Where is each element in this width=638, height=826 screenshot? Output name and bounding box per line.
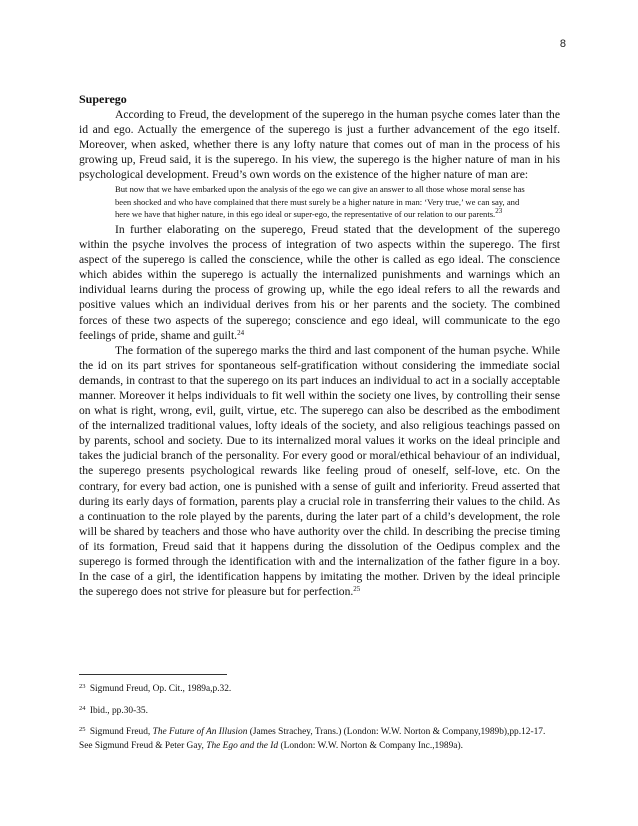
footnote-ref-25[interactable]: 25 [353,585,361,594]
main-text [79,92,560,599]
footnote-23: $^{23}$ Sigmund Freud, Op. Cit., 1989a,p.32. [79,683,232,694]
book-title: The Future of An Illusion [152,727,248,737]
footnote-24: $^{24}$ Ibid., pp.30-35. [79,704,148,716]
page-number: 8 [559,38,566,50]
footnote-25: $^{25}$ Sigmund Freud, The Future of An Illusion (James Strachey, Trans.) (London: W.W. Norton & Company,1989b),pp.12-17. See Sigmund Freud & Peter Gay, The Ego and the Id (London: W.W. Norton & Company Inc.,1989a). [79,726,546,751]
section-heading: Superego [79,92,127,106]
footnote-ref-23[interactable]: 23 [495,207,503,216]
footnote-ref-24[interactable]: 24 [237,328,245,337]
footnote-divider [79,674,227,675]
book-title: The Ego and the Id [206,740,279,751]
paragraph-3: The formation of the superego marks the third and last component of the human psyche. While the id on its part strives for spontaneous self-gratification without considering the immediate social demands, in contrast to that the superego on its part induces an individual to act in a socially acceptable manner. Moreover it helps individuals to fit well within the society one lives, by controlling their sense on what is right, wrong, evil, guilt, virtue, etc. The superego can also be described as the embodiment of the internalized traditional values, lofty ideals of the society, and also religious teachings passed on by parents, school and society. Due to its internalized moral values it works on the ideal principle and takes the judicial branch of the personality. For every good or moral/ethical behaviour of an individual, the superego presents psychological rewards like feeling proud of oneself, self-love, etc. On the contrary, for every bad action, one is punished with a sense of guilt and inferiority. Freud asserted that during its early days of formation, parents play a crucial role in transferring their values to the child. As a continuation to the role played by the parents, during the later part of a child’s development, the role will be shared by teachers and those who have authority over the child. In describing the precise timing of its formation, Freud said that it happens during the dissolution of the Oedipus complex and the superego is formed through the identification with and the internalization of the father figure in a boy. In the case of a girl, the identification happens by imitating the mother. Driven by the ideal principle the superego does not strive for pleasure but for perfection.$^{25}$ [79,343,560,599]
paragraph-2: In further elaborating on the superego, Freud stated that the development of the superego within the psyche involves the process of integration of two aspects within the superego. The first aspect of the superego is called the conscience, while the other is called as ego ideal. The conscience which abides within the superego is actually the internalized punishments and warnings which an individual learns during the process of growing up, while the ego ideal refers to all the rewards and positive values which an individual derives from his or her parents and the society. The combined forces of these two aspects of the superego; conscience and ego ideal, will communicate to the ego feelings of pride, shame and guilt.$^{24}$ [79,222,560,342]
footnotes [79,683,549,761]
paragraph-1: According to Freud, the development of the superego in the human psyche comes later than the id and ego. Actually the emergence of the superego is just a further advancement of the ego itself. Moreover, when asked, whether there is any lofty nature that comes out of man in the process of his growing up, Freud said, it is the superego. In his view, the superego is the higher nature of man in his psychological development. Freud’s own words on the existence of the higher nature of man are: [79,108,560,182]
block-quote: But now that we have embarked upon the analysis of the ego we can give an answer to all those whose moral sense has been shocked and who have complained that there must surely be a higher nature in man: ‘Very true,’ we can say, and here we have that higher nature, in this ego ideal or super-ego, the representative of our relation to our parents.$^{23}$ [115,184,525,220]
